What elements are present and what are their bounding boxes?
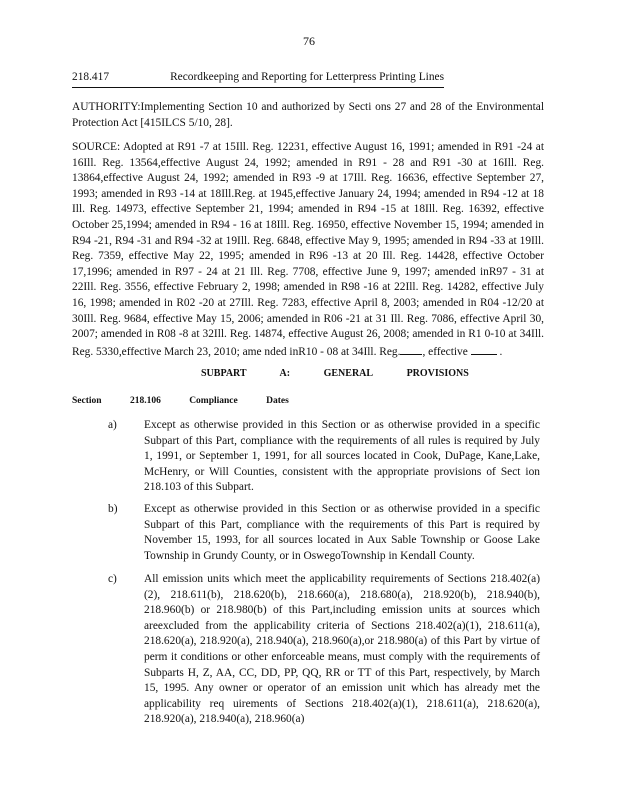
page-number: 76 <box>303 34 315 48</box>
section-heading <box>72 70 444 88</box>
subsection-label: c) <box>108 573 117 585</box>
subsection-text: Except as otherwise provided in this Section or as otherwise provided in a specific Subpart of this Part, compliance with the requirements of all rules is required by July 1, 1991, or September 1, 1991, for all sources located in Cook, DuPage, Kane,Lake, McHenry, or Will Counties, consistent with the appropriate provisions of Sect ion 218.103 of this Subpart. <box>144 419 540 494</box>
authority-paragraph: AUTHORITY:Implementing Section 10 and authorized by Secti ons 27 and 28 of the Environmental Protection Act [415ILCS 5/10, 28]. <box>72 101 544 129</box>
section-title-word2: Dates <box>266 396 289 406</box>
subpart-word2: PROVISIONS <box>406 368 469 379</box>
section-title-number: 218.106 <box>129 396 161 406</box>
subsection-label: b) <box>108 503 118 515</box>
section-number: 218.417 <box>72 71 110 83</box>
section-title-word1: Compliance <box>189 396 238 406</box>
section-title: Recordkeeping and Reporting for Letterpress Printing Lines <box>170 71 444 83</box>
source-tail: effective <box>428 345 468 358</box>
subpart-word1: GENERAL <box>323 368 374 379</box>
source-paragraph: SOURCE: Adopted at R91 -7 at 15Ill. Reg. 12231, effective August 16, 1991; amended in R91 -24 at 16Ill. Reg. 13564,effective August 24, 1992; amended in R91 - 28 and R91 -30 at 16Ill. Reg. 13864,effective August 24, 1992; amended in R93 -9 at 17Ill. Reg. 16636, effective September 27, 1993; amended in R93 -14 at 18Ill.Reg. at 1945,effective January 24, 1994; amended in R94 -12 at 18 Ill. Reg. 14973, effective September 21, 1994; amended in R94 -15 at 18Ill. Reg. 16392, effective October 25,1994; amended in R94 - 16 at 18Ill. Reg. 16950, effective November 15, 1994; amended in R94 -21, R94 -31 and R94 -32 at 19Ill. Reg. 6848, effective May 9, 1995; amended in R94 -33 at 19Ill. Reg. 7359, effective May 22, 1995; amended in R96 -13 at 20 Ill. Reg. 14428, effective October 17,1996; amended in R97 - 24 at 21 Ill. Reg. 7708, effective June 9, 1997; amended inR97 - 31 at 22Ill. Reg. 3556, effective February 2, 1998; amended in R98 -16 at 22Ill. Reg. 14282, effective July 16, 1998; amended in R02 -20 at 27Ill. Reg. 7283, effective April 8, 2003; amended in R04 -12/20 at 30Ill. Reg. 9684, effective May 15, 2006; amended in R06 -21 at 31 Ill. Reg. 7086, effective April 30, 2007; amended in R08 -8 at 32Ill. Reg. 14874, effective August 26, 2008; amended in R1 0-10 at 34Ill. Reg. 5330,effective March 23, 2010; ame nded inR10 - 08 at 34Ill. Reg. , effective . <box>72 141 544 358</box>
subsection-text: All emission units which meet the applicability requirements of Sections 218.402(a)(2), 218.611(b), 218.620(b), 218.660(a), 218.680(a), 218.920(b), 218.940(b), 218.960(b) or 218.980(b) of this Part,including emission units at sources which areexcluded from the applicability criteria of Sections 218.402(a)(1), 218.611(a), 218.620(a), 218.920(a), 218.940(a), 218.960(a),or 218.980(a) of this Part by virtue of perm it conditions or other enforceable means, must comply with the requirements of Subparts H, Z, AA, CC, DD, PP, QQ, RR or TT of this Part, respectively, by March 15, 1995. Any owner or operator of an emission unit which has already met the applicability req uirements of Sections 218.402(a)(1), 218.611(a), 218.620(a), 218.920(a), 218.940(a), 218.960(a) <box>144 573 540 726</box>
source-text: SOURCE: Adopted at R91 -7 at 15Ill. Reg. 12231, effective August 16, 1991; amended in R91 -24 at 16Ill. Reg. 13564,effective August 24, 1992; amended in R91 - 28 and R91 -30 at 16Ill. Reg. 13864,effective August 24, 1992; amended in R93 -9 at 17Ill. Reg. 16636, effective September 27, 1993; amended in R93 -14 at 18Ill.Reg. at 1945,effective January 24, 1994; amended in R94 -12 at 18 Ill. Reg. 14973, effective September 21, 1994; amended in R94 -15 at 18Ill. Reg. 16392, effective October 25,1994; amended in R94 - 16 at 18Ill. Reg. 16950, effective November 15, 1994; amended in R94 -21, R94 -31 and R94 -32 at 19Ill. Reg. 6848, effective May 9, 1995; amended in R94 -33 at 19Ill. Reg. 7359, effective May 22, 1995; amended in R96 -13 at 20 Ill. Reg. 14428, effective October 17,1996; amended in R97 - 24 at 21 Ill. Reg. 7708, effective June 9, 1997; amended inR97 - 31 at 22Ill. Reg. 3556, effective February 2, 1998; amended in R98 -16 at 22Ill. Reg. 14282, effective July 16, 1998; amended in R02 -20 at 27Ill. Reg. 7283, effective April 8, 2003; amended in R04 -12/20 at 30Ill. Reg. 9684, effective May 15, 2006; amended in R06 -21 at 31 Ill. Reg. 7086, effective April 30, 2007; amended in R08 -8 at 32Ill. Reg. 14874, effective August 26, 2008; amended in R1 0-10 at 34Ill. Reg. 5330,effective March 23, 2010; ame nded inR10 - 08 at 34Ill. Reg. <box>72 141 544 358</box>
subpart-heading <box>201 366 497 382</box>
subsection-b <box>108 502 548 564</box>
subpart-letter: A: <box>279 368 291 379</box>
subpart-label: SUBPART <box>201 368 247 379</box>
subsection-text: Except as otherwise provided in this Section or as otherwise provided in a specific Subpart of this Part, compliance with the requirements of this Part is required by November 15, 1993, for all sources located in Aux Sable Township or Goose Lake Township in Grundy County, or in OswegoTownship in Kendall County. <box>144 503 540 562</box>
subsection-c <box>108 572 548 728</box>
section-title-line <box>72 394 315 410</box>
section-word: Section <box>72 396 102 406</box>
subsection-label: a) <box>108 419 117 431</box>
blank-underline <box>400 343 422 355</box>
blank-underline <box>471 343 497 355</box>
subsection-a <box>108 418 548 496</box>
